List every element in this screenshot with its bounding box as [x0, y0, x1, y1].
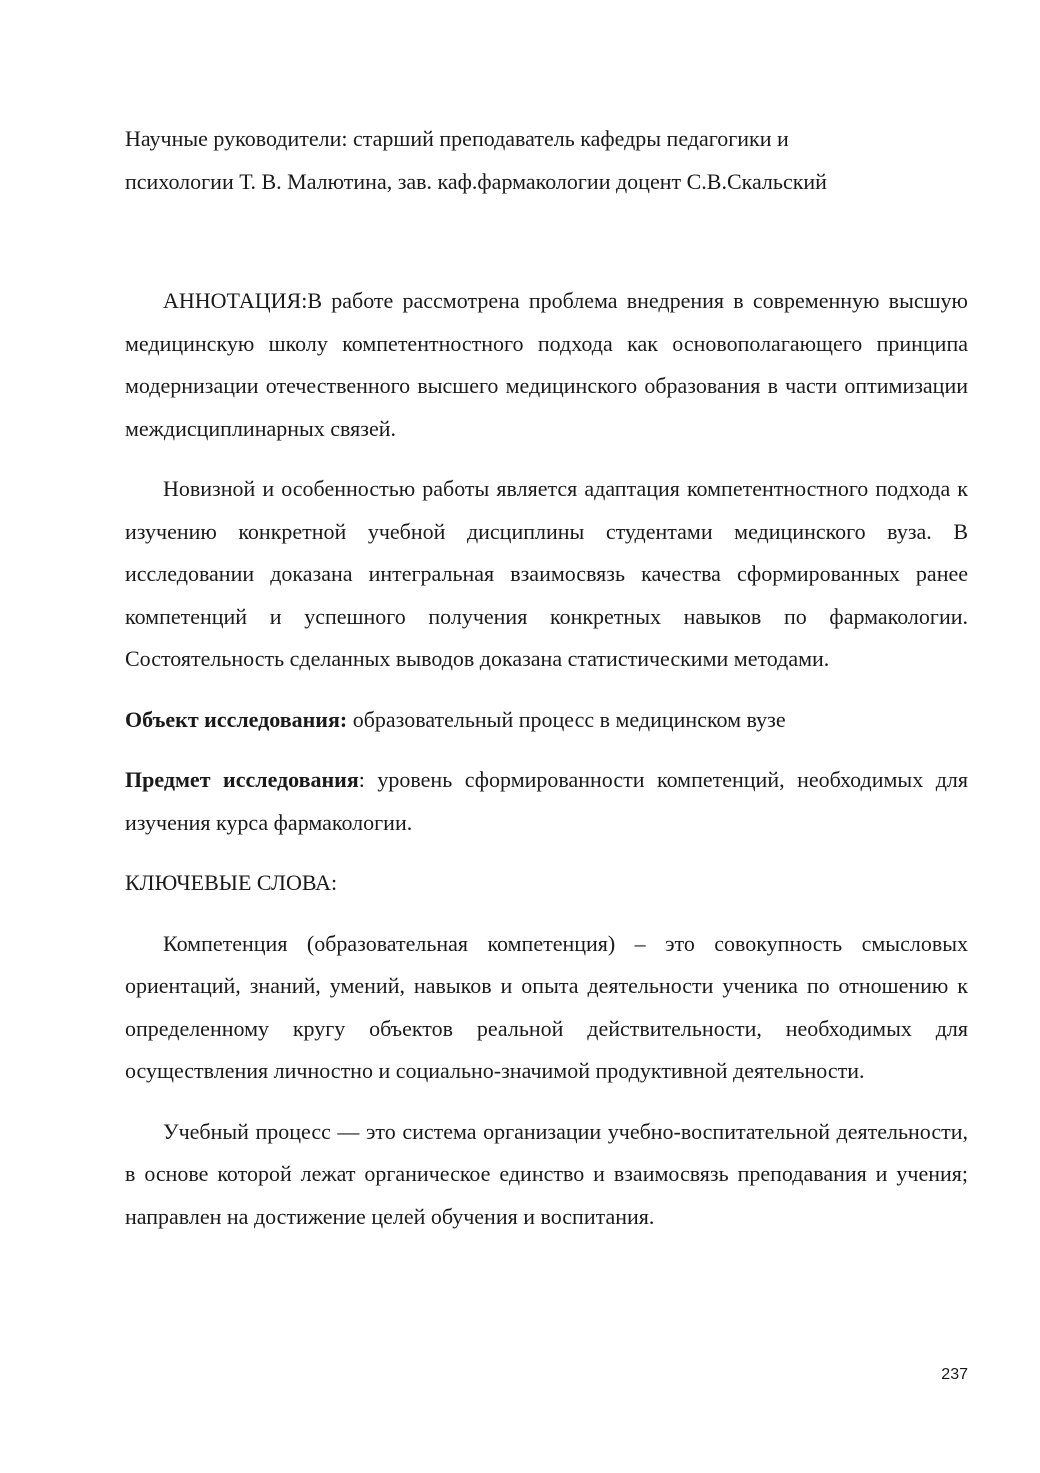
keywords-heading: КЛЮЧЕВЫЕ СЛОВА:	[125, 870, 338, 895]
research-object-paragraph	[125, 699, 968, 742]
learning-process-definition-paragraph: Учебный процесс — это система организации учебно-воспитательной деятельности, в основе которой лежат органическое единство и взаимосвязь преподавания и учения; направлен на достижение целей обучения и воспитания.	[125, 1118, 968, 1229]
main-text	[125, 280, 968, 1238]
research-subject-paragraph	[125, 759, 968, 844]
supervisors-line-2: психологии Т. В. Малютина, зав. каф.фармакологии доцент С.В.Скальский	[125, 168, 827, 194]
novelty-paragraph: Новизной и особенностью работы является адаптация компетентностного подхода к изучению конкретной учебной дисциплины студентами медицинского вуза. В исследовании доказана интегральная взаимосвязь качества сформированных ранее компетенций и успешного получения конкретных навыков по фармакологии. Состоятельность сделанных выводов доказана статистическими методами.	[125, 476, 968, 671]
page-number: 237	[941, 1366, 968, 1383]
competence-definition-paragraph: Компетенция (образовательная компетенция) – это совокупность смысловых ориентаций, знаний, умений, навыков и опыта деятельности ученика по отношению к определенному кругу объектов реальной действительности, необходимых для осуществления личностно и социально-значимой продуктивной деятельности.	[125, 930, 968, 1083]
supervisors-block	[125, 118, 968, 203]
research-subject-text: : уровень сформированности компетенций, необходимых для изучения курса фармакологии.	[125, 767, 969, 835]
research-subject-label: Предмет исследования	[125, 767, 359, 792]
supervisors-line-1: Научные руководители: старший преподаватель кафедры педагогики и	[125, 126, 789, 151]
annotation-paragraph: АННОТАЦИЯ:В работе рассмотрена проблема внедрения в современную высшую медицинскую школу компетентностного подхода как основополагающего принципа модернизации отечественного высшего медицинского образования в части оптимизации междисциплинарных связей.	[125, 288, 968, 441]
research-object-label: Объект исследования:	[125, 706, 348, 732]
research-object-text: образовательный процесс в медицинском вузе	[347, 706, 786, 732]
